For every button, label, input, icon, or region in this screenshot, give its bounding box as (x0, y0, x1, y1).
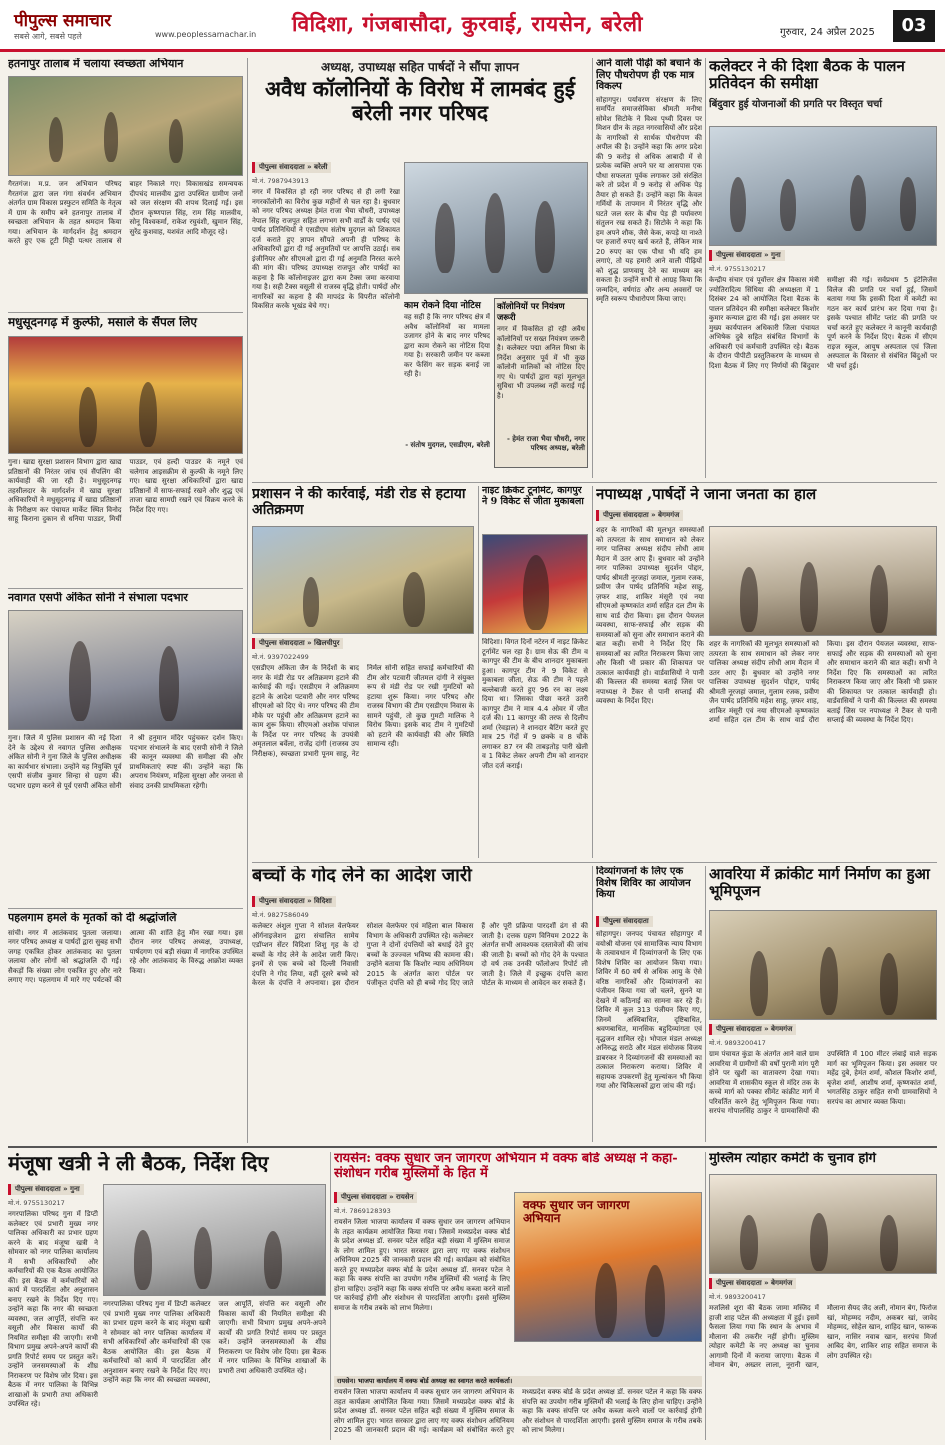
photo-cricket-player (482, 534, 588, 634)
photo-council-meeting (103, 1184, 326, 1296)
story-body: गुना। जिले में पुलिस प्रशासन की नई दिशा देने के उद्देश्य से नवागत पुलिस अधीक्षक अंकित सोनी ने गुना जिले के पुलिस अधीक्षक का कार्यभार संभाला। उन्होंने यह नियुक्ति पूर्व एसपी संजीव कुमार सिन्हा से ग्रहण की। पदभार ग्रहण करने से पूर्व एसपी अंकित सोनी ने श्री हनुमान मंदिर पहुंचकर दर्शन किए। पदभार संभालने के बाद एसपी सोनी ने जिले की कानून व्यवस्था की समीक्षा की और प्राथमिकताएं स्पष्ट कीं। उन्होंने कहा कि अपराध नियंत्रण, महिला सुरक्षा और जनता से संवाद उनकी प्राथमिकता रहेगी। (8, 734, 243, 790)
photo-pond-cleanup (8, 76, 243, 176)
story-manjusha (8, 1152, 326, 1440)
story-muslim-committee (709, 1152, 937, 1440)
byline: पीपुल्स संवाददाता » गुना (8, 1184, 84, 1195)
story-hatnapur (8, 58, 243, 308)
reporter-mobile: मो.नं. 7869128393 (334, 1207, 391, 1215)
headline: रायसेन: वक्फ सुधार जन जागरण अभियान में वक्फ बोर्ड अध्यक्ष ने कहा-संशोधन गरीब मुस्लिमों के हित में (334, 1152, 678, 1181)
headline: मुस्लिम त्योहार कमेटी के चुनाव होंगे (709, 1152, 876, 1166)
reporter-mobile: मो.नं. 9397022499 (252, 653, 309, 661)
story-body-cont: नगरपालिका परिषद गुना में डिप्टी कलेक्टर एवं प्रभारी मुख्य नगर पालिका अधिकारी का प्रभार ग्रहण करने के बाद मंजूषा खत्री ने सोमवार को नगर पालिका कार्यालय में सभी अधिकारियों और कर्मचारियों की एक बैठक आयोजित की। इस बैठक में कर्मचारियों को कार्य में पारदर्शिता और अनुशासन बनाए रखने के निर्देश दिए गए। उन्होंने कहा कि नगर की स्वच्छता व्यवस्था, जल आपूर्ति, संपत्ति कर वसूली और विकास कार्यों की नियमित समीक्षा की जाएगी। सभी विभाग प्रमुख अपने-अपने कार्यों की प्रगति रिपोर्ट समय पर प्रस्तुत करें। उन्होंने जनसमस्याओं के शीघ्र निराकरण पर विशेष जोर दिया। इस बैठक में नगर पालिका के विभिन्न शाखाओं के प्रभारी तथा अधिकारी उपस्थित रहे। (103, 1300, 326, 1384)
story-adoption (252, 866, 588, 1142)
headline: नपाध्यक्ष ,पार्षदों ने जाना जनता का हाल (596, 486, 817, 503)
story-body-lead: रायसेन जिला भाजपा कार्यालय में वक्फ सुधार जन जागरण अभियान के तहत कार्यक्रम आयोजित किया गया। जिसमें मध्यप्रदेश वक्फ बोर्ड के प्रदेश अध्यक्ष डॉ. सनवर पटेल सहित बड़ी संख्या में मुस्लिम समाज के लोग शामिल हुए। भारत सरकार द्वारा लाए गए वक्फ संशोधन अधिनियम 2025 की जानकारी प्रदान की गई। कार्यक्रम को संबोधित करते हुए मध्यप्रदेश वक्फ बोर्ड के प्रदेश अध्यक्ष डॉ. सनवर पटेल ने कहा कि वक्फ संपत्ति का उपयोग गरीब मुस्लिमों की भलाई के लिए होना चाहिए। उन्होंने कहा कि वक्फ संपत्ति पर अवैध कब्जा करने वालों पर कार्रवाई होगी और संशोधन से पारदर्शिता आएगी। इससे मुस्लिम समाज के गरीब तबके को लाभ मिलेगा। (334, 1218, 510, 1312)
subheadline: बिंदुवार हुई योजनाओं की प्रगति पर विस्तृत चर्चा (709, 98, 882, 110)
colony-box (494, 298, 588, 468)
story-body-lead: नगरपालिका परिषद गुना में डिप्टी कलेक्टर एवं प्रभारी मुख्य नगर पालिका अधिकारी का प्रभार ग्रहण करने के बाद मंजूषा खत्री ने सोमवार को नगर पालिका कार्यालय में सभी अधिकारियों और कर्मचारियों की एक बैठक आयोजित की। इस बैठक में कर्मचारियों को कार्य में पारदर्शिता और अनुशासन बनाए रखने के निर्देश दिए गए। उन्होंने कहा कि नगर की स्वच्छता व्यवस्था, जल आपूर्ति, संपत्ति कर वसूली और विकास कार्यों की नियमित समीक्षा की जाएगी। सभी विभाग प्रमुख अपने-अपने कार्यों की प्रगति रिपोर्ट समय पर प्रस्तुत करें। उन्होंने जनसमस्याओं के शीघ्र निराकरण पर विशेष जोर दिया। इस बैठक में नगर पालिका के विभिन्न शाखाओं के प्रभारी तथा अधिकारी उपस्थित रहे। (8, 1210, 98, 1408)
photo-meeting-hall (709, 126, 937, 246)
byline: पीपुल्स संवाददाता » बरेली (252, 162, 331, 173)
story-bareli (252, 58, 588, 478)
story-collector (709, 58, 937, 478)
page-number: 03 (893, 10, 935, 42)
edition-title: विदिशा, गंजबासौदा, कुरवाई, रायसेन, बरेली (292, 11, 643, 36)
story-body: सोहागपुर। पर्यावरण संरक्षण के लिए समर्पित समाजसेविका श्रीमती मनीषा सोमेश सिटोके ने विश्व पृथ्वी दिवस पर मिशन ग्रीन के तहत नगरवासियों और प्रदेश के नागरिकों से सार्थक पौधरोपण की अपील की है। उन्होंने कहा कि अगर प्रदेश की 9 करोड़ से अधिक आबादी में से प्रत्येक व्यक्ति अपने घर या आसपास एक पौधा सफलता पूर्वक लगाकर उसे संरक्षित करे तो प्रदेश में 9 करोड़ से अधिक पेड़ तैयार हो सकते हैं। उन्होंने कहा कि केवल गर्मियों के तापमान में निरंतर वृद्धि और घटते जल स्तर के बीच पेड़ ही पर्यावरण संतुलन रख सकते हैं। सिटोके ने कहा कि हम अपने शौक, जैसे केक, कपड़े या नाश्ते पर हजारों रुपए खर्च करते हैं, लेकिन मात्र 20 रुपए का एक पौधा भी यदि हम लगाएं, तो यह हमारी आने वाली पीढ़ियों को शुद्ध प्राणवायु देने का माध्यम बन सकता है। उन्होंने सभी से आग्रह किया कि जन्मदिन, वर्षगांठ और अन्य अवसरों पर स्मृति स्वरूप पौधारोपण किया जाए। (596, 95, 702, 303)
byline: पीपुल्स संवाददाता » बेगमगंज (709, 1278, 796, 1289)
headline: अवैध कॉलोनियों के विरोध में लामबंद हुई बरेली नगर परिषद (264, 76, 576, 126)
story-body: मजलिसे शूरा की बैठक जामा मस्जिद में हाजी शाह पटेल की अध्यक्षता में हुई। इसमें फैसला लिया गया कि स्थान के अभाव में मौलाना की तकरीर नहीं होगी। मुस्लिम त्योहार कमेटी के नए अध्यक्ष का चुनाव आगामी दिनों में कराया जाएगा। बैठक में नोमान बेग, अख्तर लाला, नूरानी खान, मौलाना सैयद जैद अली, नोमान बेग, फिरोज खां, मोहम्मद नदीम, अकबर खां, जावेद मोहम्मद, सोहेल खान, शाहिद खान, फारूक खान, नासिर नवाब खान, सरपंच मिर्जा आबिद बेग, शाकिर शाह सहित समाज के लोग उपस्थित रहे। (709, 1304, 937, 1369)
story-waqf (334, 1152, 702, 1440)
story-body: एसडीएम अंकिता जैन के निर्देशों के बाद नगर के मंडी रोड पर अतिक्रमण हटाने की कार्रवाई की गई। एसडीएम ने अतिक्रमण हटाने के आदेश पटवारी और नगर परिषद सीएमओ को दिए थे। नगर परिषद की टीम मौके पर पहुंची और अतिक्रमण हटाने का काम शुरू किया। सीएमओ अशोक पांचाल के निर्देश पर नगर परिषद के उपयंत्री अमृतलाल बर्वेला, राजेंद्र दांगी (राजस्व उप निरीक्षक), स्वच्छता प्रभारी पूनम साहू, नेट निर्मल सोनी सहित सफाई कर्मचारियों की टीम ओर पटवारी जीतमल दांगी ने संयुक्त रूप से मंडी रोड पर रखी गुमटियों को हटाया शुरू किया। नगर परिषद और राजस्व विभाग की टीम एसडीएम निवास के सामने पहुंची, तो कुछ गुमटी मालिक ने विरोध किया। इसके बाद टीम ने गुमटियों को हटाने की कार्यवाही की और स्थिति सामान्य रही। (252, 664, 474, 758)
headline: बच्चों के गोद लेने का आदेश जारी (252, 866, 472, 886)
story-divyang (596, 866, 702, 1142)
story-sp (8, 592, 243, 904)
kicker: अध्यक्ष, उपाध्यक्ष सहित पार्षदों ने सौंपा ज्ञापन (321, 60, 519, 74)
story-body: केन्द्रीय संचार एवं पूर्वोत्तर क्षेत्र विकास मंत्री ज्योतिरादित्य सिंधिया की अध्यक्षता में 1 दिसंबर 24 को आयोजित दिशा बैठक के पालन प्रतिवेदन की समीक्षा कलेक्टर किशोर कुमार कन्याल द्वारा की गई। इस अवसर पर मुख्य कार्यपालन अधिकारी जिला पंचायत अभिषेक दुबे सहित संबंधित विभागों के अधिकारी एवं कर्मचारी उपस्थित रहे। बैठक के दौरान पीपीटी प्रस्तुतिकरण के माध्यम से दिशा बैठक में लिए गए निर्णयों की बिंदुवार समीक्षा की गई। सर्वप्रथम 5 इंटेलिजेंस विलेज की प्रगति पर चर्चा हुई, जिसमें बताया गया कि इसकी दिशा में कमेटी का गठन कर कार्य प्रारंभ कर दिया गया है। इसके पश्चात सीमेंट प्लांट की प्रगति पर चर्चा करते हुए कलेक्टर ने कानूनी कार्यवाही पूर्ण करने के निर्देश दिए। बैठक में सीएम राइज स्कूल, आयुष अस्पताल एवं जिला अस्पताल के विस्तार से संबंधित बिंदुओं पर भी चर्चा हुई। (709, 276, 937, 370)
box-signature: - हेमंत राजा भैया चौधरी, नगर परिषद अध्यक्ष, बरेली (506, 435, 585, 452)
story-nagar (596, 486, 937, 858)
box-body: नगर में विकसित हो रही अवैध कॉलोनियों पर सख्त नियंत्रण जरूरी है। कलेक्टर पद्मा अनिल मिश्रा के निर्देश अनुसार पूर्व में भी कुछ कॉलोनी मालिकों को नोटिस दिए गए थे। पार्षदों द्वारा यहां मूलभूत सुविधा भी उपलब्ध नहीं कराई गई है। (497, 325, 585, 400)
photo-waqf-event (514, 1192, 702, 1342)
headline: कलेक्टर ने की दिशा बैठक के पालन प्रतिवेदन की समीक्षा (709, 58, 905, 93)
reporter-mobile: मो.नं. 9755130217 (8, 1199, 65, 1207)
story-body-lead: शहर के नागरिकों की मूलभूत समस्याओं को तत्परता के साथ समाधान को लेकर नगर पालिका अध्यक्ष संदीप लोधी आम मैदान में उतर आए हैं। बुधवार को उन्होंने नगर पालिका उपाध्यक्ष सुदर्शन पोद्दार, पार्षद श्रीमती नूरजहां जमाल, गुलाम रजक, प्रवीण जैन पार्षद प्रतिनिधि महेश साहू, ज़फर शाह, शाकिर मंसूरी एवं नया सीएमओ कृष्णकांत शर्मा सहित दल टीम के साथ वार्ड दौरा किया। इस दौरान पेयजल व्यवस्था, साफ-सफाई और सड़क की समस्याओं को सुना और समाधान कराने की बात कही। सभी ने निर्देश दिए कि समस्याओं का त्वरित निराकरण किया जाए और किसी भी प्रकार की शिकायत पर तत्काल कार्यवाही हो। वार्डवासियों ने पानी की किल्लत की समस्या बताई जिस पर नपाध्यक्ष ने टैंकर से पानी सप्लाई की व्यवस्था के निर्देश दिए। (596, 526, 704, 705)
reporter-mobile: मो.नं. 9755130217 (709, 265, 766, 273)
story-body: नगर में विकसित हो रही नगर परिषद से ही लगी रेखा नगरकॉलोनी का विरोध कुछ महीनों से चल रहा है। बुधवार को नगर परिषद अध्यक्ष हेमंत राजा भैया चौधरी, उपाध्यक्ष नेपाल सिंह राजपूत सहित लगभग सभी वार्डों के पार्षद एवं पार्षद प्रतिनिधियों ने एसडीएम संतोष मुदगल को शिकायत दर्ज कराते हुए ज्ञापन सौंपते अपनी ही परिषद के अधिकारियों द्वारा दी गई अनुमतियों पर आपत्ति उठाई। सब इंजीनियर और सीएमओ द्वारा दी गई अनुमति निरस्त करने की मांग की। परिषद उपाध्यक्ष राजपूत और पार्षदों का कहना है कि कॉलोनाइजर द्वारा कम टैक्स जमा करवाया गया है। सही टैक्स वसूली से राजस्व वृद्धि होती। पार्षदों और नागरिकों का कहना है की मापदंड के विपरीत कॉलोनी विकसित करके भूखंड बेचे गए। (252, 188, 400, 310)
story-body: सोहागपुर। जनपद पंचायत सोहागपुर में वयोश्री योजना एवं सामाजिक न्याय विभाग के तत्वावधान में दिव्यांगजनों के लिए एक विशेष शिविर का आयोजन किया गया। शिविर में 60 वर्ष से अधिक आयु के ऐसे वरिष्ठ नागरिकों और दिव्यांगजनों का पंजीयन किया गया जो चलने, सुनने या देखने में कठिनाई का सामना कर रहे हैं। शिविर में कुल 313 पंजीयन किए गए, जिनमें अस्थिबाधित, दृष्टिबाधित, श्रवणबाधित, मानसिक बहुदिव्यांगता एवं वृद्धजन शामिल रहे। भोपाल मंडल अध्यक्ष अनिरुद्ध सराठे और मंडल संयोजक विजय डाबरकर ने दिव्यांगजनों की समस्याओं का तत्काल निराकरण कराया। शिविर में सहायक उपकरणों हेतु मूल्यांकन भी किया गया और चिकित्सकों द्वारा जांच की गई। (596, 930, 702, 1090)
headline: प्रशासन ने की कार्रवाई, मंडी रोड से हटाया अतिक्रमण (252, 486, 466, 519)
story-body: कलेक्टर अंशुल गुप्ता ने सोशल वेलफेयर ऑर्गनाइजेशन द्वारा संचालित सामेय एडॉप्शन सेंटर विदिशा शिशु गृह के दो बच्चों के गोद लेने के आदेश जारी किए। इनमें से एक बच्चे को दिल्ली निवासी दंपत्ति ने गोद लिया, वहीं दूसरे बच्चे को केरल के दंपत्ति ने अपनाया। इस दौरान सोशल वेलफेयर एवं महिला बाल विकास विभाग के अधिकारी उपस्थित रहे। कलेक्टर गुप्ता ने दोनों दंपत्तियों को बधाई देते हुए बच्चों के उज्ज्वल भविष्य की कामना की। उन्होंने बताया कि किशोर न्याय अधिनियम 2015 के अंतर्गत कारा पोर्टल पर पंजीकृत दंपत्ति को ही बच्चे गोद दिए जाते हैं और पूरी प्रक्रिया पारदर्शी ढंग से की जाती है। दत्तक ग्रहण विनियम 2022 के अंतर्गत सभी आवश्यक दस्तावेजों की जांच की जाती है। बच्चों को गोद देने के पश्चात दो वर्ष तक उनकी फॉलोअप रिपोर्ट ली जाती है। जिले में इच्छुक दंपत्ति कारा पोर्टल के माध्यम से आवेदन कर सकते हैं। (252, 922, 588, 987)
website-url: www.peoplessamachar.in (155, 30, 257, 39)
story-body-cont: रायसेन जिला भाजपा कार्यालय में वक्फ सुधार जन जागरण अभियान के तहत कार्यक्रम आयोजित किया गया। जिसमें मध्यप्रदेश वक्फ बोर्ड के प्रदेश अध्यक्ष डॉ. सनवर पटेल सहित बड़ी संख्या में मुस्लिम समाज के लोग शामिल हुए। भारत सरकार द्वारा लाए गए वक्फ संशोधन अधिनियम 2025 की जानकारी प्रदान की गई। कार्यक्रम को संबोधित करते हुए मध्यप्रदेश वक्फ बोर्ड के प्रदेश अध्यक्ष डॉ. सनवर पटेल ने कहा कि वक्फ संपत्ति का उपयोग गरीब मुस्लिमों की भलाई के लिए होना चाहिए। उन्होंने कहा कि वक्फ संपत्ति पर अवैध कब्जा करने वालों पर कार्रवाई होगी और संशोधन से पारदर्शिता आएगी। इससे मुस्लिम समाज के गरीब तबके को लाभ मिलेगा। (334, 1388, 702, 1434)
headline: हतनापुर तालाब में चलाया स्वच्छता अभियान (8, 58, 184, 70)
story-body: गैरतगंज। म.प्र. जन अभियान परिषद गैरतगंज द्वारा जल गंगा संवर्धन अभियान अंतर्गत ग्राम विकास प्रस्फुटन समिति के नेतृत्व में ग्राम के समीप बने हतनापुर तालाब में स्वच्छता अभियान के तहत श्रमदान किया गया। अभियान के मार्गदर्शन हेतु श्रमदान करते हुए एक टूटी मिट्टी पत्थर तालाब से बाहर निकाले गए। विकासखंड समन्वयक दीपचंद मालवीय द्वारा उपस्थित ग्रामीण जनों को जल संरक्षण की शपथ दिलाई गई। इस दौरान कृष्णपाल सिंह, राम सिंह मालवीय, सोनू विश्वकर्मा, राकेश रघुवंशी, खुमान सिंह, सुरेंद्र कुशवाह, यशवंत आदि मौजूद रहे। (8, 180, 243, 245)
side-body: वह सही है कि नगर परिषद क्षेत्र में अवैध कॉलोनियों का मामला उजागर होने के बाद नगर परिषद द्वारा काम रोकने का नोटिस दिया गया है। सरकारी जमीन पर कब्जा कर फेंसिंग कर सड़क बनाई जा रही है। (404, 313, 490, 378)
byline: पीपुल्स संवाददाता » बेगमगंज (596, 510, 683, 521)
issue-date: गुरुवार, 24 अप्रैल 2025 (780, 27, 875, 38)
byline: पीपुल्स संवाददाता » रायसेन (334, 1192, 417, 1203)
byline: पीपुल्स संवाददाता » विदिशा (252, 896, 336, 907)
reporter-mobile: मो.नं. 9827586049 (252, 911, 309, 919)
story-atikraman (252, 486, 474, 858)
headline: दिव्यांगजनों के लिए एक विशेष शिविर का आयोजन किया (596, 866, 691, 900)
headline: मधुसूदनगढ़ में कुल्फी, मसाले के सैंपल लिए (8, 316, 198, 329)
logo-tagline: सबसे आगे, सबसे पहले (14, 32, 82, 41)
photo-caption: रायसेन। भाजपा कार्यालय में वक्फ बोर्ड अध्यक्ष का स्वागत करते कार्यकर्ता। (334, 1376, 702, 1387)
headline: आवरिया में क्रांकीट मार्ग निर्माण का हुआ भूमिपूजन (709, 866, 930, 901)
side-notice (404, 298, 490, 468)
story-body: ग्राम पंचायत कुंडा के अंतर्गत आने वाले ग्राम आवरिया में ग्रामीणों की वर्षों पुरानी मांग पूरी होने पर खुशी का वातावरण देखा गया। आवरिया में शासकीय स्कूल से मंदिर तक के कच्चे मार्ग को पक्का सीमेंट कांक्रीट मार्ग में परिवर्तित करने हेतु भूमिपूजन किया गया। सरपंच गोपालसिंह ठाकुर ने ग्रामवासियों की उपस्थिति में 100 मीटर लंबाई वाले सड़क मार्ग का भूमिपूजन किया। इस अवसर पर महेंद्र दुबे, हेमंत शर्मा, कौशल किशोर शर्मा, बृजेश शर्मा, आशीष शर्मा, कृष्णकांत शर्मा, भगतसिंह ठाकुर सहित सभी ग्रामवासियों ने सरपंच का आभार व्यक्त किया। (709, 1050, 937, 1115)
box-heading: कॉलोनियों पर नियंत्रण जरूरी (497, 302, 565, 323)
reporter-mobile: मो.नं. 9893200417 (709, 1293, 766, 1301)
masthead (0, 0, 945, 52)
story-body: सांची। नगर में आतंकवाद पुतला जलाया। नगर परिषद अध्यक्ष व पार्षदों द्वारा सुबह सभी जगह एकत्रित होकर आतंकवाद का पुतला जलाया और लोगों को श्रद्धांजलि दी गई। सैकड़ों कि संख्या लोग एकत्रित हुए और नारे लगाए गए। पहलगाम में मारे गए पर्यटकों की आत्मा की शांति हेतु मौन रखा गया। इस दौरान नगर परिषद अध्यक्ष, उपाध्यक्ष, पार्षदगण एवं बड़ी संख्या में नागरिक उपस्थित रहे और आतंकवाद के विरुद्ध आक्रोश व्यक्त किया। (8, 928, 243, 985)
reporter-mobile: मो.नं. 9893200417 (709, 1039, 766, 1047)
photo-masjid-meeting (709, 1174, 937, 1274)
reporter-mobile: मो.नं. 7987943913 (252, 177, 309, 185)
headline: मंजूषा खत्री ने ली बैठक, निर्देश दिए (8, 1152, 269, 1175)
story-cricket (482, 486, 588, 858)
photo-bhoomipujan (709, 910, 937, 1020)
byline: पीपुल्स संवाददाता » गुना (709, 250, 785, 261)
logo-text: पीपुल्स समाचार (14, 11, 112, 31)
byline: पीपुल्स संवाददाता » बेगमगंज (709, 1024, 796, 1035)
headline: नवागत एसपी अंकित सोनी ने संभाला पदभार (8, 592, 188, 604)
story-pahalgam (8, 912, 243, 1142)
side-heading: काम रोकने दिया नोटिस (404, 301, 481, 311)
story-madhusudangarh (8, 316, 243, 584)
byline: पीपुल्स संवाददाता (596, 916, 653, 927)
story-paudharopan (596, 58, 702, 478)
event-banner-text: वक्फ सुधार जन जागरण अभियान (523, 1198, 630, 1225)
photo-councillors-memorandum (404, 162, 588, 294)
quote-signature: - संतोष मुदगल, एसडीएम, बरेली (405, 441, 490, 449)
headline: पहलगाम हमले के मृतकों को दी श्रद्धांजलि (8, 912, 177, 924)
story-awariya (709, 866, 937, 1142)
headline: नाइट क्रिकेट टूर्नामेंट, कागपुर ने 9 विकेट से जीता मुकाबला (482, 486, 584, 507)
photo-ward-visit (709, 526, 937, 636)
story-body: विदिशा। विगत दिनों नटेरन में नाइट क्रिकेट टूर्नामेंट चल रहा है। ग्राम सेऊ की टीम व कागपुर की टीम के बीच शानदार मुकाबला हुआ। कागपुर टीम ने 9 विकेट से मुकाबला जीता, सेऊ की टीम ने पहले बल्लेबाजी करते हुए 96 रन का लक्ष्य दिया था। जिसका पीछा करते उतरी कागपुर टीम ने मात्र 4.4 ओवर में जीत दर्ज की। 11 कागपुर की तरफ से दिलीप शर्मा (रेवड़ाल) ने शानदार बैटिंग करते हुए मात्र 25 गेंदों में 9 छक्के व 8 चौके लगाकर 87 रन की ताबड़तोड़ पारी खेली व 1 विकेट लेकर अपनी टीम को शानदार जीत दर्ज कराई। (482, 638, 588, 770)
photo-encroachment-removal (252, 526, 474, 634)
story-body: गुना। खाद्य सुरक्षा प्रशासन विभाग द्वारा खाद्य प्रतिष्ठानों की निरंतर जांच एवं सैंपलिंग की कार्यवाही की जा रही है। मधुसूदनगढ़ तहसीलदार के मार्गदर्शन में खाद्य सुरक्षा अधिकारियों ने मधुसूदनगढ़ में खाद्य प्रतिष्ठानों के निरीक्षण कर पंचायत मार्केट स्थित विनोद साहू किराना दुकान से धनिया पाउडर, मिर्ची पाउडर, एवं हल्दी पाउडर के नमूने एवं चलेगाव आइसक्रीम से कुल्फी के नमूने लिए गए। खाद्य सुरक्षा अधिकारियों द्वारा खाद्य प्रतिष्ठानों में साफ-सफाई रखने और शुद्ध एवं ताजा खाद्य सामग्री रखने एवं विक्रय करने के निर्देश दिए गए। (8, 458, 243, 523)
photo-sp-temple (8, 610, 243, 730)
story-body-cont: शहर के नागरिकों की मूलभूत समस्याओं को तत्परता के साथ समाधान को लेकर नगर पालिका अध्यक्ष संदीप लोधी आम मैदान में उतर आए हैं। बुधवार को उन्होंने नगर पालिका उपाध्यक्ष सुदर्शन पोद्दार, पार्षद श्रीमती नूरजहां जमाल, गुलाम रजक, प्रवीण जैन पार्षद प्रतिनिधि महेश साहू, ज़फर शाह, शाकिर मंसूरी एवं नया सीएमओ कृष्णकांत शर्मा सहित दल टीम के साथ वार्ड दौरा किया। इस दौरान पेयजल व्यवस्था, साफ-सफाई और सड़क की समस्याओं को सुना और समाधान कराने की बात कही। सभी ने निर्देश दिए कि समस्याओं का त्वरित निराकरण किया जाए और किसी भी प्रकार की शिकायत पर तत्काल कार्यवाही हो। वार्डवासियों ने पानी की किल्लत की समस्या बताई जिस पर नपाध्यक्ष ने टैंकर से पानी सप्लाई की व्यवस्था के निर्देश दिए। (709, 640, 937, 724)
photo-food-inspection (8, 336, 243, 454)
byline: पीपुल्स संवाददाता » खिलचीपुर (252, 638, 343, 649)
headline: आने वाली पीढ़ी को बचाने के लिए पौधरोपण ही एक मात्र विकल्प (596, 58, 702, 92)
newspaper-logo (14, 8, 111, 42)
